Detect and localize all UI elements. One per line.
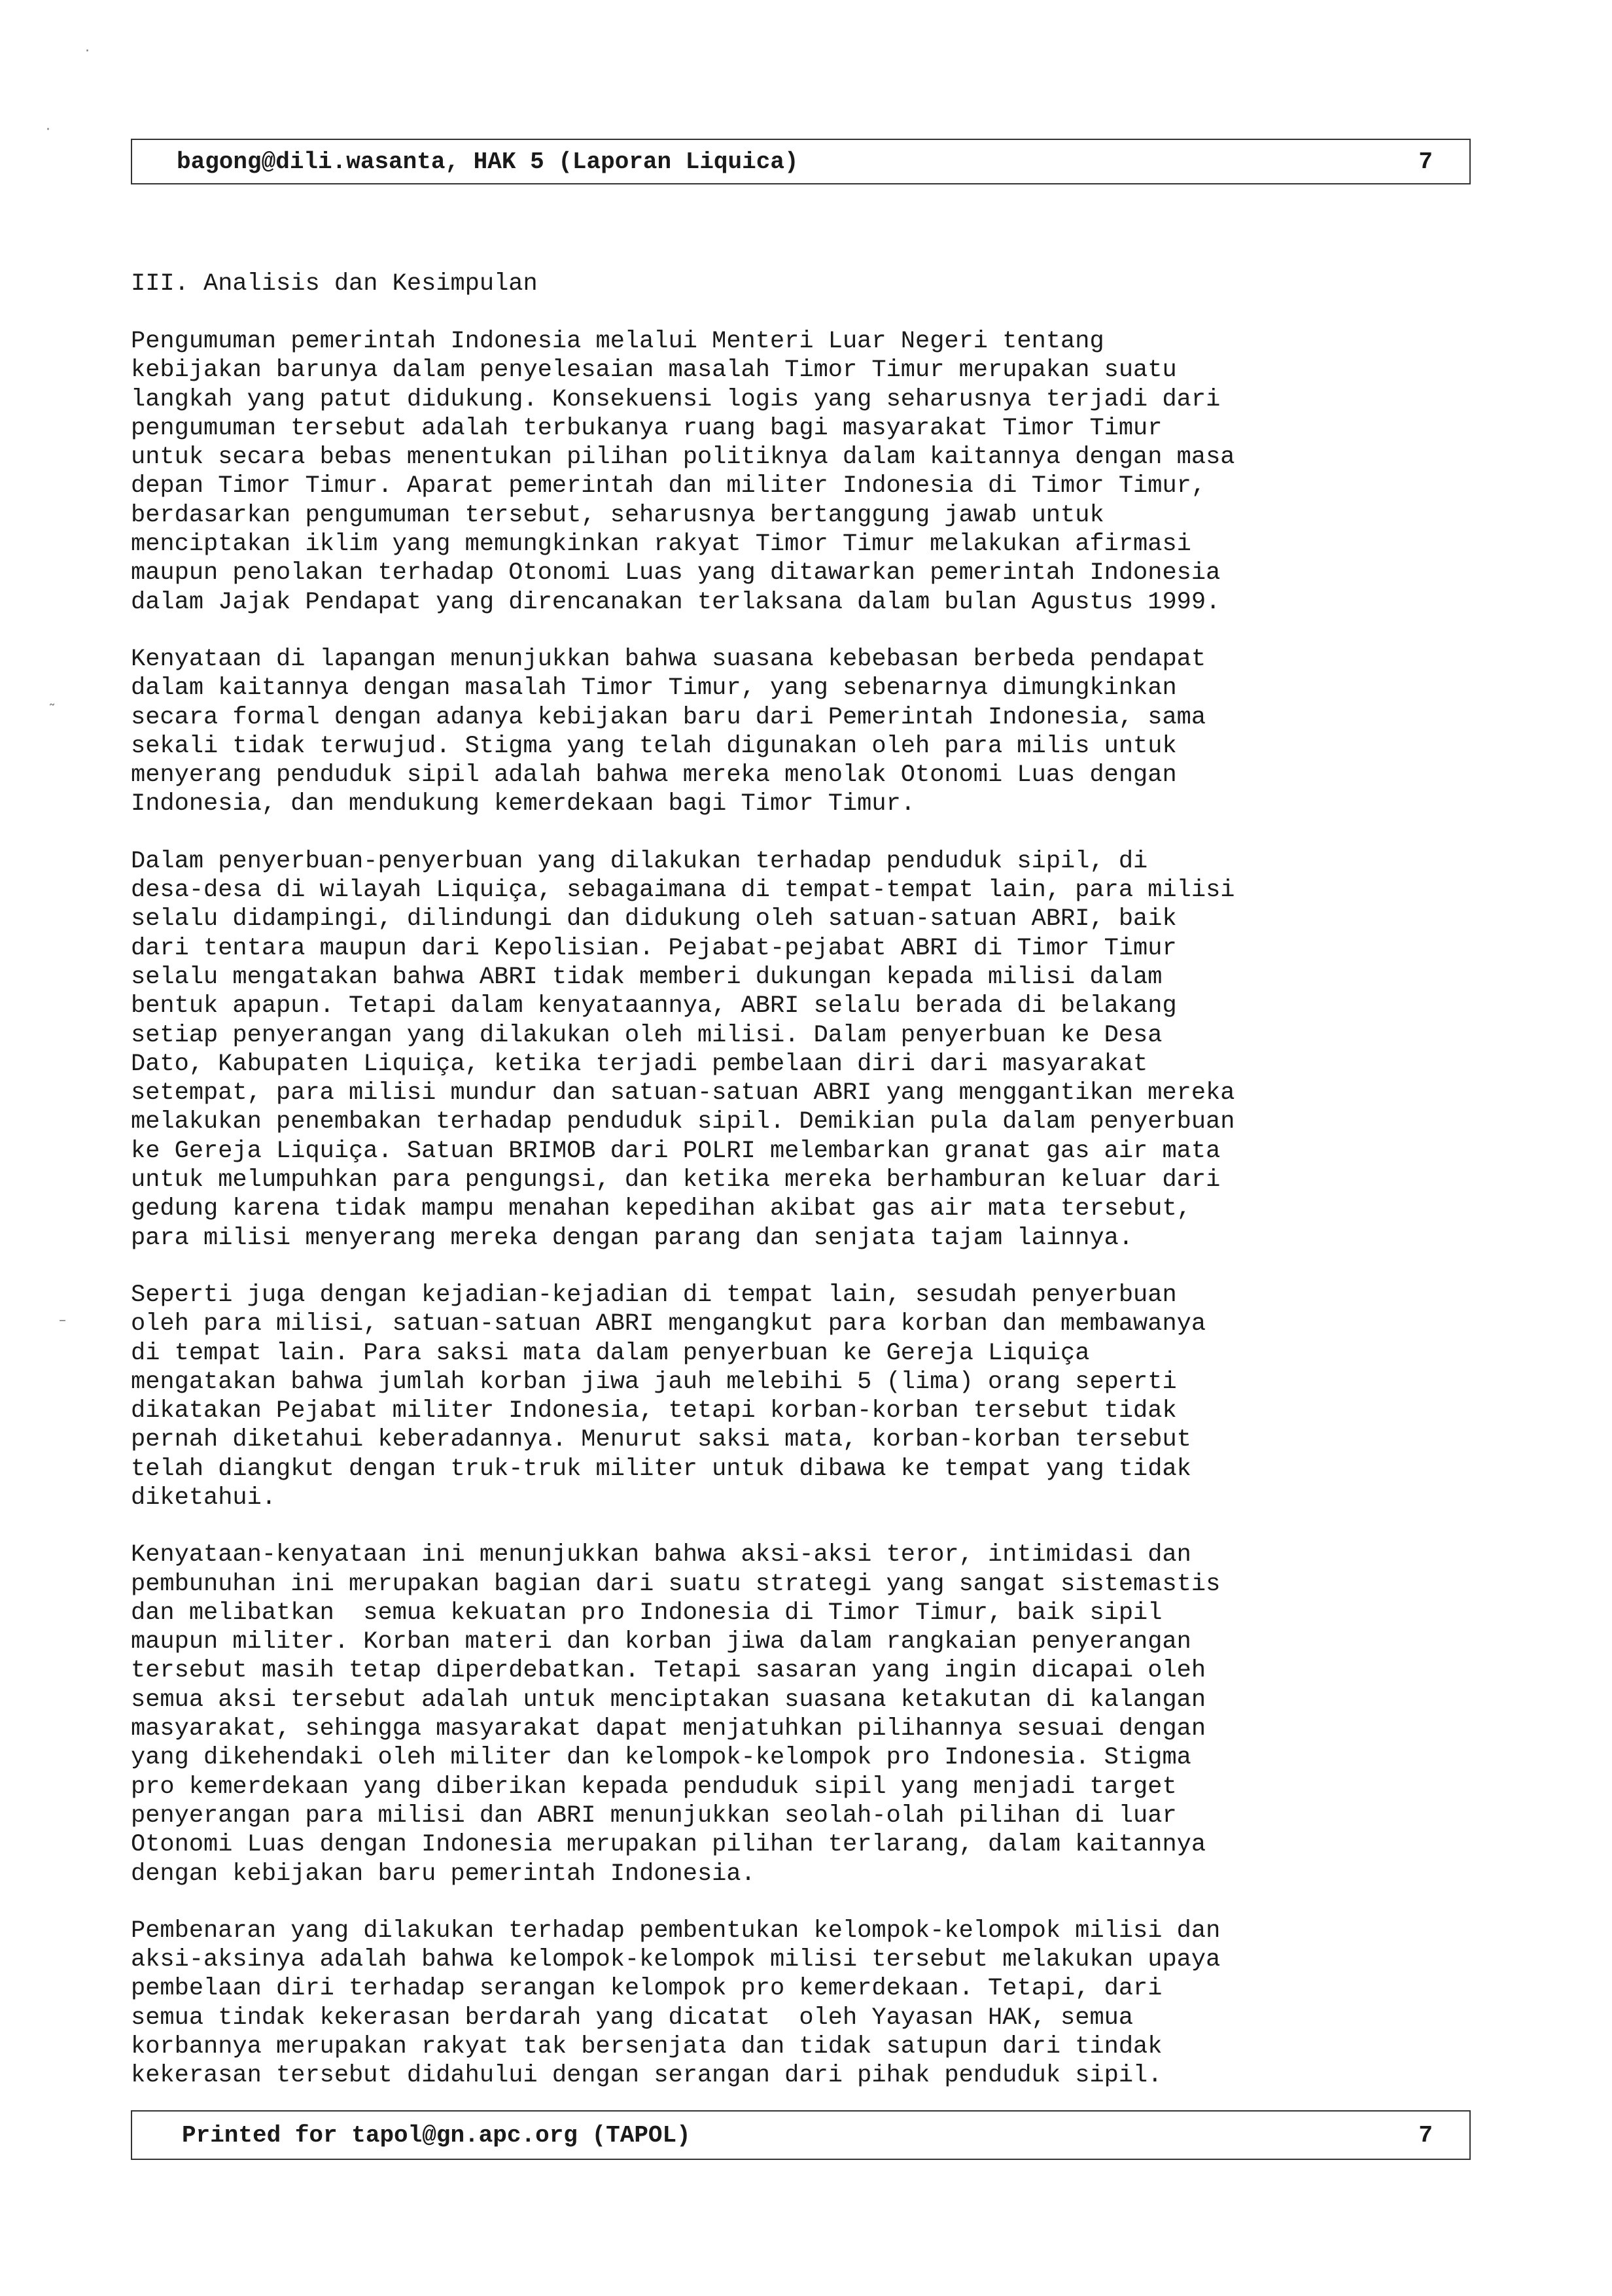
- text-line: desa-desa di wilayah Liquiça, sebagaimana di tempat-tempat lain, para milisi: [131, 877, 1235, 905]
- footer-printed-for: Printed for tapol@gn.apc.org (TAPOL): [182, 2121, 691, 2149]
- text-line: pro kemerdekaan yang diberikan kepada penduduk sipil yang menjadi target: [131, 1773, 1177, 1801]
- footer-page-number: 7: [1418, 2121, 1433, 2149]
- text-line: Seperti juga dengan kejadian-kejadian di tempat lain, sesudah penyerbuan: [131, 1281, 1177, 1309]
- paragraph: [131, 645, 1479, 819]
- text-line: Dato, Kabupaten Liquiça, ketika terjadi pembelaan diri dari masyarakat: [131, 1050, 1148, 1078]
- text-line: maupun militer. Korban materi dan korban jiwa dalam rangkaian penyerangan: [131, 1628, 1191, 1656]
- text-line: gedung karena tidak mampu menahan kepedihan akibat gas air mata tersebut,: [131, 1195, 1191, 1223]
- text-line: pembunuhan ini merupakan bagian dari suatu strategi yang sangat sistemastis: [131, 1570, 1221, 1598]
- text-line: masyarakat, sehingga masyarakat dapat menjatuhkan pilihannya sesuai dengan: [131, 1715, 1206, 1743]
- text-line: dari tentara maupun dari Kepolisian. Pejabat-pejabat ABRI di Timor Timur: [131, 934, 1177, 962]
- text-line: penyerangan para milisi dan ABRI menunjukkan seolah-olah pilihan di luar: [131, 1801, 1177, 1830]
- text-line: pernah diketahui keberadannya. Menurut saksi mata, korban-korban tersebut: [131, 1426, 1191, 1454]
- scan-speck: ·: [46, 122, 50, 138]
- text-line: mengatakan bahwa jumlah korban jiwa jauh melebihi 5 (lima) orang seperti: [131, 1368, 1177, 1396]
- text-line: para milisi menyerang mereka dengan parang dan senjata tajam lainnya.: [131, 1224, 1134, 1252]
- text-line: dikatakan Pejabat militer Indonesia, tetapi korban-korban tersebut tidak: [131, 1397, 1177, 1425]
- page-header: [131, 139, 1471, 184]
- text-line: kebijakan barunya dalam penyelesaian masalah Timor Timur merupakan suatu: [131, 357, 1177, 385]
- text-line: korbannya merupakan rakyat tak bersenjata dan tidak satupun dari tindak: [131, 2033, 1163, 2061]
- text-line: yang dikehendaki oleh militer dan kelompok-kelompok pro Indonesia. Stigma: [131, 1744, 1191, 1772]
- page-footer: [131, 2110, 1471, 2160]
- text-line: Pengumuman pemerintah Indonesia melalui Menteri Luar Negeri tentang: [131, 328, 1104, 355]
- text-line: tersebut masih tetap diperdebatkan. Tetapi sasaran yang ingin dicapai oleh: [131, 1657, 1206, 1685]
- text-line: menciptakan iklim yang memungkinkan rakyat Timor Timur melakukan afirmasi: [131, 531, 1191, 559]
- text-line: menyerang penduduk sipil adalah bahwa mereka menolak Otonomi Luas dengan: [131, 761, 1177, 790]
- text-line: sekali tidak terwujud. Stigma yang telah digunakan oleh para milis untuk: [131, 732, 1177, 760]
- text-line: pembelaan diri terhadap serangan kelompok pro kemerdekaan. Tetapi, dari: [131, 1975, 1163, 2003]
- text-line: untuk secara bebas menentukan pilihan politiknya dalam kaitannya dengan masa: [131, 444, 1235, 472]
- text-line: semua aksi tersebut adalah untuk menciptakan suasana ketakutan di kalangan: [131, 1686, 1206, 1714]
- paragraph: [131, 847, 1479, 1253]
- section-heading: III. Analisis dan Kesimpulan: [131, 270, 538, 298]
- paragraph: [131, 327, 1479, 617]
- scan-speck: ·: [85, 43, 90, 60]
- text-line: aksi-aksinya adalah bahwa kelompok-kelompok milisi tersebut melakukan upaya: [131, 1946, 1221, 1974]
- text-line: pengumuman tersebut adalah terbukanya ruang bagi masyarakat Timor Timur: [131, 414, 1163, 442]
- text-line: melakukan penembakan terhadap penduduk sipil. Demikian pula dalam penyerbuan: [131, 1108, 1235, 1136]
- text-line: setempat, para milisi mundur dan satuan-satuan ABRI yang menggantikan mereka: [131, 1079, 1235, 1107]
- paragraph: [131, 1917, 1479, 2091]
- text-line: Kenyataan-kenyataan ini menunjukkan bahwa aksi-aksi teror, intimidasi dan: [131, 1541, 1191, 1569]
- text-line: Dalam penyerbuan-penyerbuan yang dilakukan terhadap penduduk sipil, di: [131, 847, 1148, 875]
- text-line: Otonomi Luas dengan Indonesia merupakan pilihan terlarang, dalam kaitannya: [131, 1831, 1206, 1859]
- text-line: Indonesia, dan mendukung kemerdekaan bagi Timor Timur.: [131, 790, 915, 818]
- text-line: berdasarkan pengumuman tersebut, seharusnya bertanggung jawab untuk: [131, 501, 1104, 529]
- text-line: ke Gereja Liquiça. Satuan BRIMOB dari POLRI melembarkan granat gas air mata: [131, 1137, 1221, 1165]
- text-line: dan melibatkan semua kekuatan pro Indonesia di Timor Timur, baik sipil: [131, 1599, 1163, 1627]
- text-line: dalam kaitannya dengan masalah Timor Timur, yang sebenarnya dimungkinkan: [131, 674, 1177, 703]
- text-line: telah diangkut dengan truk-truk militer untuk dibawa ke tempat yang tidak: [131, 1455, 1191, 1483]
- text-line: Kenyataan di lapangan menunjukkan bahwa suasana kebebasan berbeda pendapat: [131, 645, 1206, 673]
- text-line: setiap penyerangan yang dilakukan oleh milisi. Dalam penyerbuan ke Desa: [131, 1021, 1163, 1049]
- text-line: langkah yang patut didukung. Konsekuensi logis yang seharusnya terjadi dari: [131, 385, 1221, 413]
- text-line: oleh para milisi, satuan-satuan ABRI mengangkut para korban dan membawanya: [131, 1310, 1206, 1338]
- text-line: selalu mengatakan bahwa ABRI tidak memberi dukungan kepada milisi dalam: [131, 963, 1163, 991]
- text-line: semua tindak kekerasan berdarah yang dicatat oleh Yayasan HAK, semua: [131, 2004, 1134, 2032]
- text-line: bentuk apapun. Tetapi dalam kenyataannya, ABRI selalu berada di belakang: [131, 992, 1177, 1020]
- scan-speck: –: [59, 1312, 66, 1329]
- text-line: maupun penolakan terhadap Otonomi Luas yang ditawarkan pemerintah Indonesia: [131, 559, 1221, 587]
- text-line: depan Timor Timur. Aparat pemerintah dan militer Indonesia di Timor Timur,: [131, 472, 1206, 500]
- paragraph: [131, 1281, 1479, 1512]
- text-line: dengan kebijakan baru pemerintah Indonesia.: [131, 1860, 756, 1888]
- paragraph: [131, 1540, 1479, 1888]
- header-title: bagong@dili.wasanta, HAK 5 (Laporan Liquica): [177, 148, 799, 175]
- text-line: Pembenaran yang dilakukan terhadap pembentukan kelompok-kelompok milisi dan: [131, 1917, 1221, 1945]
- text-line: dalam Jajak Pendapat yang direncanakan terlaksana dalam bulan Agustus 1999.: [131, 588, 1221, 616]
- text-line: secara formal dengan adanya kebijakan baru dari Pemerintah Indonesia, sama: [131, 703, 1206, 731]
- header-page-number: 7: [1418, 148, 1433, 175]
- text-line: diketahui.: [131, 1484, 277, 1512]
- text-line: kekerasan tersebut didahului dengan serangan dari pihak penduduk sipil.: [131, 2062, 1163, 2090]
- scan-speck: ˜: [48, 703, 56, 719]
- text-line: selalu didampingi, dilindungi dan didukung oleh satuan-satuan ABRI, baik: [131, 905, 1177, 933]
- text-line: untuk melumpuhkan para pengungsi, dan ketika mereka berhamburan keluar dari: [131, 1166, 1221, 1194]
- body-text: [131, 327, 1479, 2119]
- text-line: di tempat lain. Para saksi mata dalam penyerbuan ke Gereja Liquiça: [131, 1339, 1090, 1367]
